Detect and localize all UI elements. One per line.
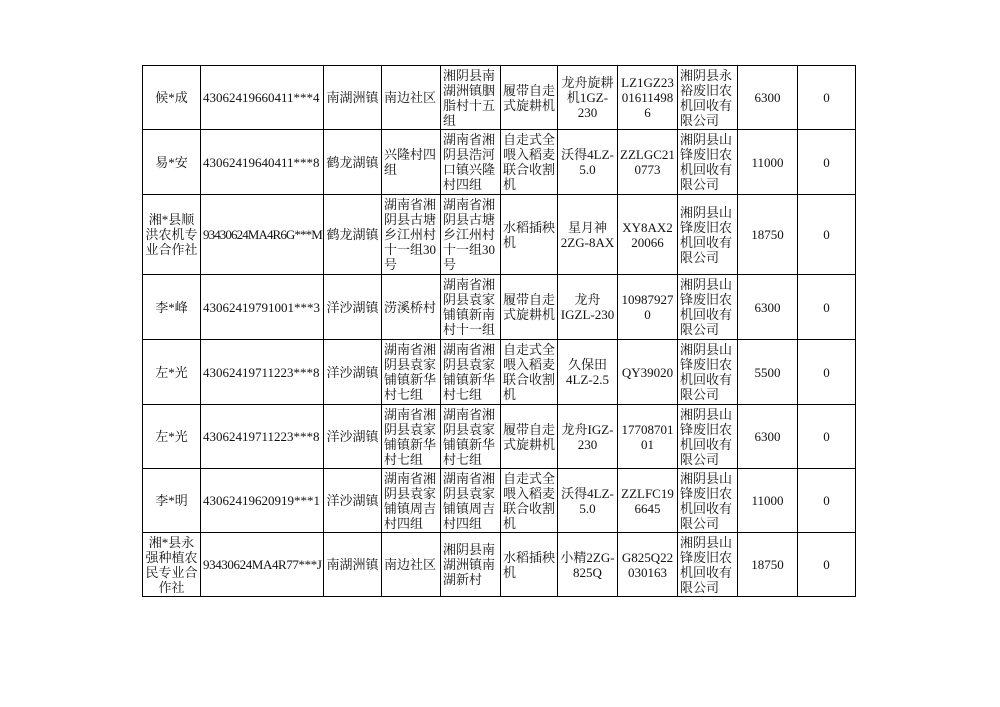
cell-amount: 11000 <box>738 469 798 533</box>
cell-machine-type: 自走式全喂入稻麦联合收割机 <box>501 469 558 533</box>
cell-address: 湖南省湘阴县袁家铺镇新华村七组 <box>382 340 441 405</box>
cell-town: 洋沙湖镇 <box>324 405 382 469</box>
cell-serial: XY8AX220066 <box>618 195 678 275</box>
cell-town: 南湖洲镇 <box>324 533 382 597</box>
cell-amount: 6300 <box>738 405 798 469</box>
cell-model: 龙舟IGZ-230 <box>558 405 618 469</box>
cell-recycler: 湘阴县山锋废旧农机回收有限公司 <box>678 195 738 275</box>
cell-serial: 109879270 <box>618 275 678 340</box>
cell-name: 候*成 <box>143 66 201 130</box>
cell-address: 湖南省湘阴县袁家铺镇新华村七组 <box>382 405 441 469</box>
cell-value: 0 <box>798 469 856 533</box>
cell-address: 湖南省湘阴县古塘乡江州村十一组30号 <box>382 195 441 275</box>
cell-model: 沃得4LZ-5.0 <box>558 130 618 195</box>
cell-location: 湖南省湘阴县袁家铺镇周吉村四组 <box>441 469 501 533</box>
cell-machine-type: 履带自走式旋耕机 <box>501 66 558 130</box>
cell-name: 李*峰 <box>143 275 201 340</box>
cell-value: 0 <box>798 195 856 275</box>
cell-amount: 18750 <box>738 533 798 597</box>
cell-recycler: 湘阴县山锋废旧农机回收有限公司 <box>678 275 738 340</box>
cell-value: 0 <box>798 66 856 130</box>
cell-machine-type: 自走式全喂入稻麦联合收割机 <box>501 340 558 405</box>
cell-name: 易*安 <box>143 130 201 195</box>
cell-serial: LZ1GZ23016114986 <box>618 66 678 130</box>
cell-model: 小精2ZG-825Q <box>558 533 618 597</box>
cell-id-number: 43062419660411***4 <box>201 66 324 130</box>
cell-serial: ZZLFC196645 <box>618 469 678 533</box>
cell-recycler: 湘阴县永裕废旧农机回收有限公司 <box>678 66 738 130</box>
cell-name: 湘*县顺洪农机专业合作社 <box>143 195 201 275</box>
cell-recycler: 湘阴县山锋废旧农机回收有限公司 <box>678 469 738 533</box>
cell-location: 湖南省湘阴县袁家铺镇新南村十一组 <box>441 275 501 340</box>
cell-town: 南湖洲镇 <box>324 66 382 130</box>
cell-recycler: 湘阴县山锋废旧农机回收有限公司 <box>678 130 738 195</box>
cell-recycler: 湘阴县山锋废旧农机回收有限公司 <box>678 533 738 597</box>
table-row <box>143 195 856 275</box>
cell-id-number: 43062419620919***1 <box>201 469 324 533</box>
cell-amount: 6300 <box>738 66 798 130</box>
table-row <box>143 533 856 597</box>
cell-serial: G825Q22030163 <box>618 533 678 597</box>
cell-amount: 6300 <box>738 275 798 340</box>
cell-amount: 5500 <box>738 340 798 405</box>
cell-town: 鹤龙湖镇 <box>324 195 382 275</box>
cell-town: 洋沙湖镇 <box>324 469 382 533</box>
cell-value: 0 <box>798 275 856 340</box>
cell-model: 龙舟IGZL-230 <box>558 275 618 340</box>
cell-name: 左*光 <box>143 340 201 405</box>
cell-location: 湖南省湘阴县袁家铺镇新华村七组 <box>441 405 501 469</box>
table-row <box>143 469 856 533</box>
cell-location: 湖南省湘阴县浩河口镇兴隆村四组 <box>441 130 501 195</box>
cell-amount: 18750 <box>738 195 798 275</box>
cell-recycler: 湘阴县山锋废旧农机回收有限公司 <box>678 340 738 405</box>
machinery-recycling-table <box>142 65 856 597</box>
cell-address: 湖南省湘阴县袁家铺镇周吉村四组 <box>382 469 441 533</box>
cell-location: 湖南省湘阴县袁家铺镇新华村七组 <box>441 340 501 405</box>
cell-id-number: 43062419711223***8 <box>201 340 324 405</box>
cell-id-number: 43062419711223***8 <box>201 405 324 469</box>
cell-serial: ZZLGC210773 <box>618 130 678 195</box>
cell-model: 龙舟旋耕机1GZ-230 <box>558 66 618 130</box>
cell-address: 兴隆村四组 <box>382 130 441 195</box>
cell-address: 南边社区 <box>382 66 441 130</box>
table-row <box>143 66 856 130</box>
cell-id-number: 93430624MA4R77***J <box>201 533 324 597</box>
cell-value: 0 <box>798 340 856 405</box>
table-row <box>143 340 856 405</box>
cell-town: 鹤龙湖镇 <box>324 130 382 195</box>
cell-model: 沃得4LZ-5.0 <box>558 469 618 533</box>
cell-amount: 11000 <box>738 130 798 195</box>
cell-machine-type: 自走式全喂入稻麦联合收割机 <box>501 130 558 195</box>
cell-location: 湖南省湘阴县古塘乡江州村十一组30号 <box>441 195 501 275</box>
cell-id-number: 93430624MA4R6G***M <box>201 195 324 275</box>
cell-town: 洋沙湖镇 <box>324 275 382 340</box>
cell-machine-type: 水稻插秧机 <box>501 533 558 597</box>
cell-name: 左*光 <box>143 405 201 469</box>
cell-serial: 1770870101 <box>618 405 678 469</box>
cell-machine-type: 履带自走式旋耕机 <box>501 275 558 340</box>
table-row <box>143 130 856 195</box>
table-row <box>143 275 856 340</box>
cell-serial: QY39020 <box>618 340 678 405</box>
cell-id-number: 43062419791001***3 <box>201 275 324 340</box>
document-page <box>142 65 856 597</box>
cell-model: 久保田4LZ-2.5 <box>558 340 618 405</box>
cell-address: 南边社区 <box>382 533 441 597</box>
cell-location: 湘阴县南湖洲镇胭脂村十五组 <box>441 66 501 130</box>
cell-recycler: 湘阴县山锋废旧农机回收有限公司 <box>678 405 738 469</box>
cell-model: 星月神2ZG-8AX <box>558 195 618 275</box>
cell-id-number: 43062419640411***8 <box>201 130 324 195</box>
cell-name: 湘*县永强种植农民专业合作社 <box>143 533 201 597</box>
cell-machine-type: 履带自走式旋耕机 <box>501 405 558 469</box>
table-row <box>143 405 856 469</box>
cell-address: 涝溪桥村 <box>382 275 441 340</box>
table-body <box>143 66 856 597</box>
cell-value: 0 <box>798 533 856 597</box>
cell-town: 洋沙湖镇 <box>324 340 382 405</box>
cell-location: 湘阴县南湖洲镇南湖新村 <box>441 533 501 597</box>
cell-value: 0 <box>798 130 856 195</box>
cell-name: 李*明 <box>143 469 201 533</box>
cell-value: 0 <box>798 405 856 469</box>
cell-machine-type: 水稻插秧机 <box>501 195 558 275</box>
